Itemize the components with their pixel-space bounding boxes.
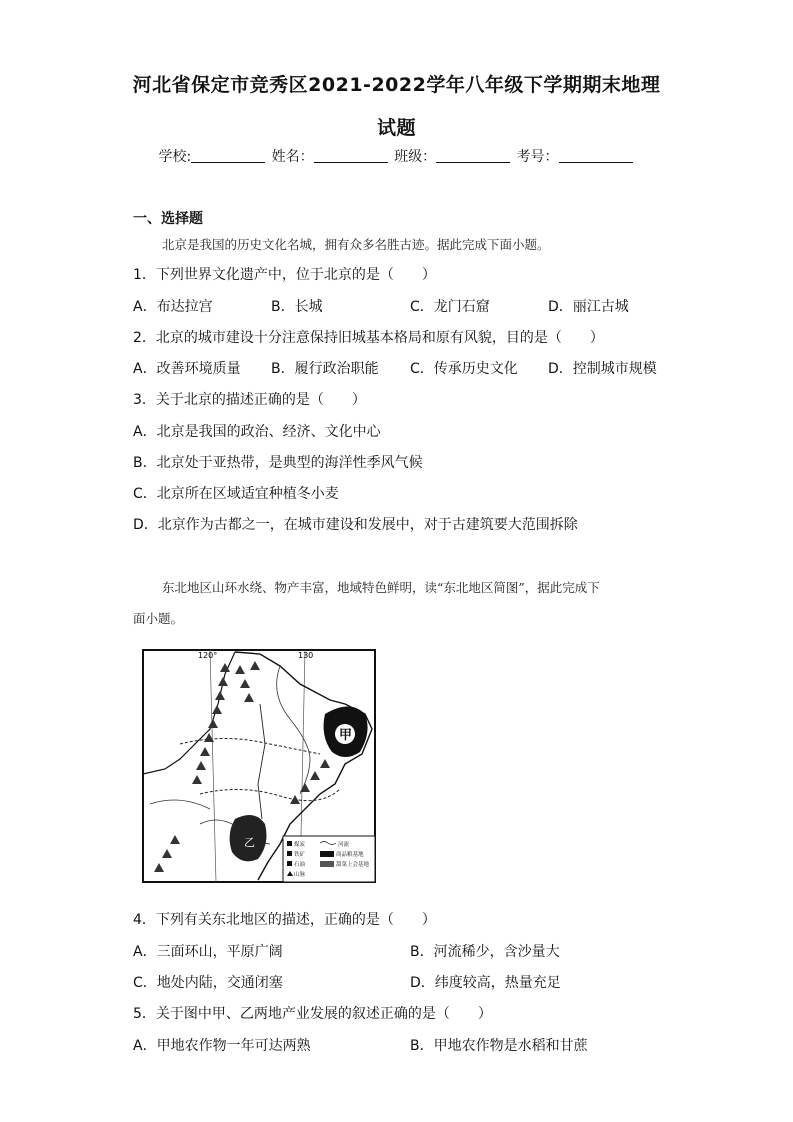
q2-option-b: B．履行政治职能 — [271, 361, 379, 377]
q5-option-b: B．甲地农作物是水稻和甘蔗 — [410, 1038, 588, 1054]
label-jia: 甲 — [339, 728, 353, 743]
q4-option-c: C．地处内陆，交通闭塞 — [133, 975, 283, 991]
page-title-line2: 试题 — [376, 117, 416, 139]
q5-option-a: A．甲地农作物一年可达两熟 — [133, 1038, 311, 1054]
q3-option-b: B．北京处于亚热带，是典型的海洋性季风气候 — [133, 455, 423, 471]
legend-grain-base: 商品粮基地 — [336, 852, 364, 858]
name-label: 姓名： — [271, 149, 314, 165]
question-4-stem: 4．下列有关东北地区的描述，正确的是（ ） — [133, 912, 436, 928]
question-2-stem: 2．北京的城市建设十分注意保持旧城基本格局和原有风貌，目的是（ ） — [133, 330, 604, 346]
q3-option-a: A．北京是我国的政治、经济、文化中心 — [133, 424, 381, 440]
q4-option-b: B．河流稀少，含沙量大 — [410, 944, 560, 960]
legend-oil: 石油 — [294, 862, 306, 868]
passage-northeast-line2: 面小题。 — [133, 611, 184, 626]
number-blank — [559, 148, 633, 163]
question-1-stem: 1．下列世界文化遗产中，位于北京的是（ ） — [133, 267, 436, 283]
lon-label-120: 120° — [198, 651, 218, 660]
legend-river: 河流 — [338, 842, 350, 848]
q1-option-d: D．丽江古城 — [548, 299, 629, 315]
q3-option-d: D．北京作为古都之一，在城市建设和发展中，对于古建筑要大范围拆除 — [133, 517, 578, 533]
q1-option-c: C．龙门石窟 — [410, 299, 490, 315]
northeast-map — [140, 644, 380, 886]
school-label: 学校: — [158, 149, 192, 165]
q1-option-b: B．长城 — [271, 299, 323, 315]
page-title: 河北省保定市竞秀区2021-2022学年八年级下学期期末地理 — [132, 74, 661, 96]
student-info-row — [0, 146, 793, 166]
q4-option-d: D．纬度较高，热量充足 — [410, 975, 561, 991]
lon-label-130: 130 — [298, 651, 314, 660]
passage-beijing: 北京是我国的历史文化名城，拥有众多名胜古迹。据此完成下面小题。 — [162, 237, 550, 252]
legend-iron: 铁矿 — [294, 852, 306, 858]
legend-coal: 煤炭 — [294, 842, 306, 848]
legend-mountain: 山脉 — [294, 872, 306, 878]
q3-option-c: C．北京所在区域适宜种植冬小麦 — [133, 486, 339, 502]
map-legend — [283, 836, 375, 882]
q2-option-d: D．控制城市规模 — [548, 361, 657, 377]
question-5-stem: 5．关于图中甲、乙两地产业发展的叙述正确的是（ ） — [133, 1006, 492, 1022]
q2-option-a: A．改善环境质量 — [133, 361, 241, 377]
q1-option-a: A．布达拉宫 — [133, 299, 213, 315]
school-blank — [191, 148, 265, 163]
legend-beet-base: 甜菜上会基地 — [336, 862, 370, 868]
passage-northeast-line1: 东北地区山环水绕、物产丰富，地域特色鲜明，读“东北地区简图”，据此完成下 — [162, 580, 600, 595]
name-blank — [314, 148, 388, 163]
class-label: 班级： — [394, 149, 437, 165]
class-blank — [436, 148, 510, 163]
question-3-stem: 3．关于北京的描述正确的是（ ） — [133, 392, 366, 408]
q2-option-c: C．传承历史文化 — [410, 361, 518, 377]
number-label: 考号： — [516, 149, 559, 165]
section-heading: 一、选择题 — [133, 211, 203, 227]
q4-option-a: A．三面环山，平原广阔 — [133, 944, 283, 960]
label-yi: 乙 — [244, 836, 255, 849]
